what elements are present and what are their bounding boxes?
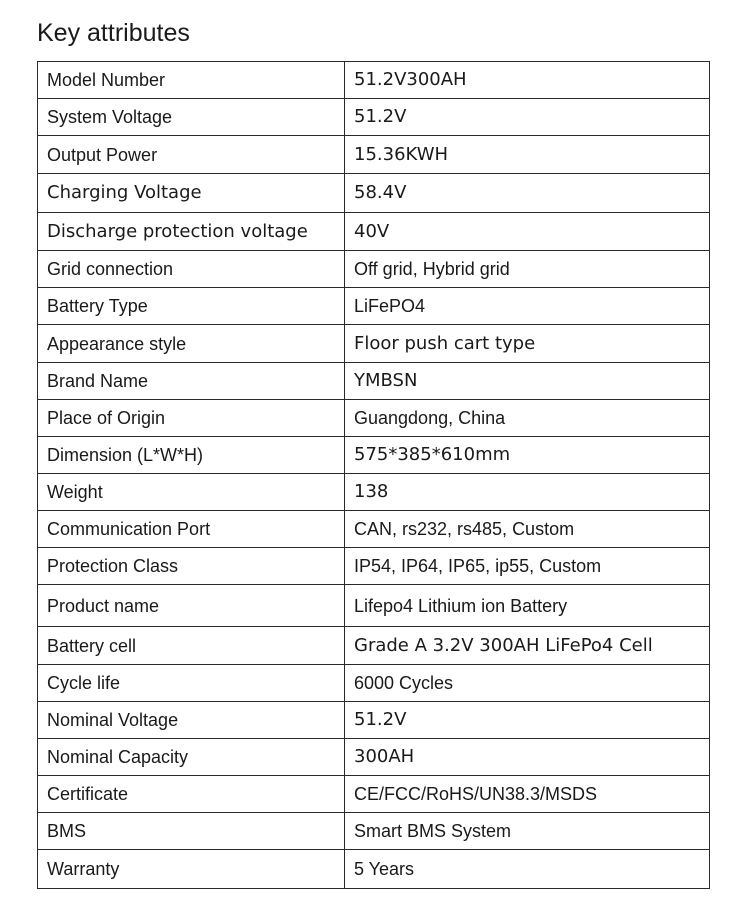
attribute-value: 51.2V — [345, 702, 710, 739]
key-attributes-table — [37, 61, 710, 889]
attribute-name: Nominal Voltage — [38, 702, 345, 739]
attribute-value: Smart BMS System — [345, 813, 710, 850]
attribute-name: Battery cell — [38, 627, 345, 665]
table-row — [38, 776, 710, 813]
table-row — [38, 702, 710, 739]
table-row — [38, 813, 710, 850]
table-row — [38, 62, 710, 99]
table-row — [38, 437, 710, 474]
table-row — [38, 213, 710, 251]
table-row — [38, 474, 710, 511]
attribute-name: Dimension (L*W*H) — [38, 437, 345, 474]
attribute-name: Charging Voltage — [38, 174, 345, 213]
attribute-value: YMBSN — [345, 363, 710, 400]
attribute-value: IP54, IP64, IP65, ip55, Custom — [345, 548, 710, 585]
attribute-name: Output Power — [38, 136, 345, 174]
attribute-name: Appearance style — [38, 325, 345, 363]
table-row — [38, 739, 710, 776]
attribute-name: Battery Type — [38, 288, 345, 325]
table-row — [38, 400, 710, 437]
attribute-value: Lifepo4 Lithium ion Battery — [345, 585, 710, 627]
attribute-value: Off grid, Hybrid grid — [345, 251, 710, 288]
page-title: Key attributes — [37, 19, 190, 47]
table-row — [38, 251, 710, 288]
attribute-value: CE/FCC/RoHS/UN38.3/MSDS — [345, 776, 710, 813]
attribute-value: Grade A 3.2V 300AH LiFePo4 Cell — [345, 627, 710, 665]
attribute-name: Weight — [38, 474, 345, 511]
attribute-value: 5 Years — [345, 850, 710, 889]
table-row — [38, 585, 710, 627]
attribute-value: 58.4V — [345, 174, 710, 213]
attribute-name: Place of Origin — [38, 400, 345, 437]
attribute-value: CAN, rs232, rs485, Custom — [345, 511, 710, 548]
attribute-value: 300AH — [345, 739, 710, 776]
attribute-value: 51.2V — [345, 99, 710, 136]
attribute-name: Protection Class — [38, 548, 345, 585]
table-row — [38, 288, 710, 325]
attribute-name: Nominal Capacity — [38, 739, 345, 776]
attribute-value: 138 — [345, 474, 710, 511]
attribute-value: 15.36KWH — [345, 136, 710, 174]
table-row — [38, 136, 710, 174]
table-row — [38, 325, 710, 363]
table-row — [38, 548, 710, 585]
table-row — [38, 511, 710, 548]
attribute-value: LiFePO4 — [345, 288, 710, 325]
attribute-name: System Voltage — [38, 99, 345, 136]
attribute-name: Product name — [38, 585, 345, 627]
attribute-name: Warranty — [38, 850, 345, 889]
attribute-value: 40V — [345, 213, 710, 251]
attribute-value: 51.2V300AH — [345, 62, 710, 99]
attribute-name: Certificate — [38, 776, 345, 813]
attribute-name: Model Number — [38, 62, 345, 99]
table-row — [38, 174, 710, 213]
attribute-value: Floor push cart type — [345, 325, 710, 363]
attribute-value: 6000 Cycles — [345, 665, 710, 702]
table-row — [38, 850, 710, 889]
attribute-name: Cycle life — [38, 665, 345, 702]
table-row — [38, 99, 710, 136]
table-row — [38, 363, 710, 400]
attribute-name: Discharge protection voltage — [38, 213, 345, 251]
attribute-name: BMS — [38, 813, 345, 850]
table-row — [38, 627, 710, 665]
attribute-value: 575*385*610mm — [345, 437, 710, 474]
attribute-name: Brand Name — [38, 363, 345, 400]
table-row — [38, 665, 710, 702]
attribute-name: Communication Port — [38, 511, 345, 548]
attribute-name: Grid connection — [38, 251, 345, 288]
attribute-value: Guangdong, China — [345, 400, 710, 437]
